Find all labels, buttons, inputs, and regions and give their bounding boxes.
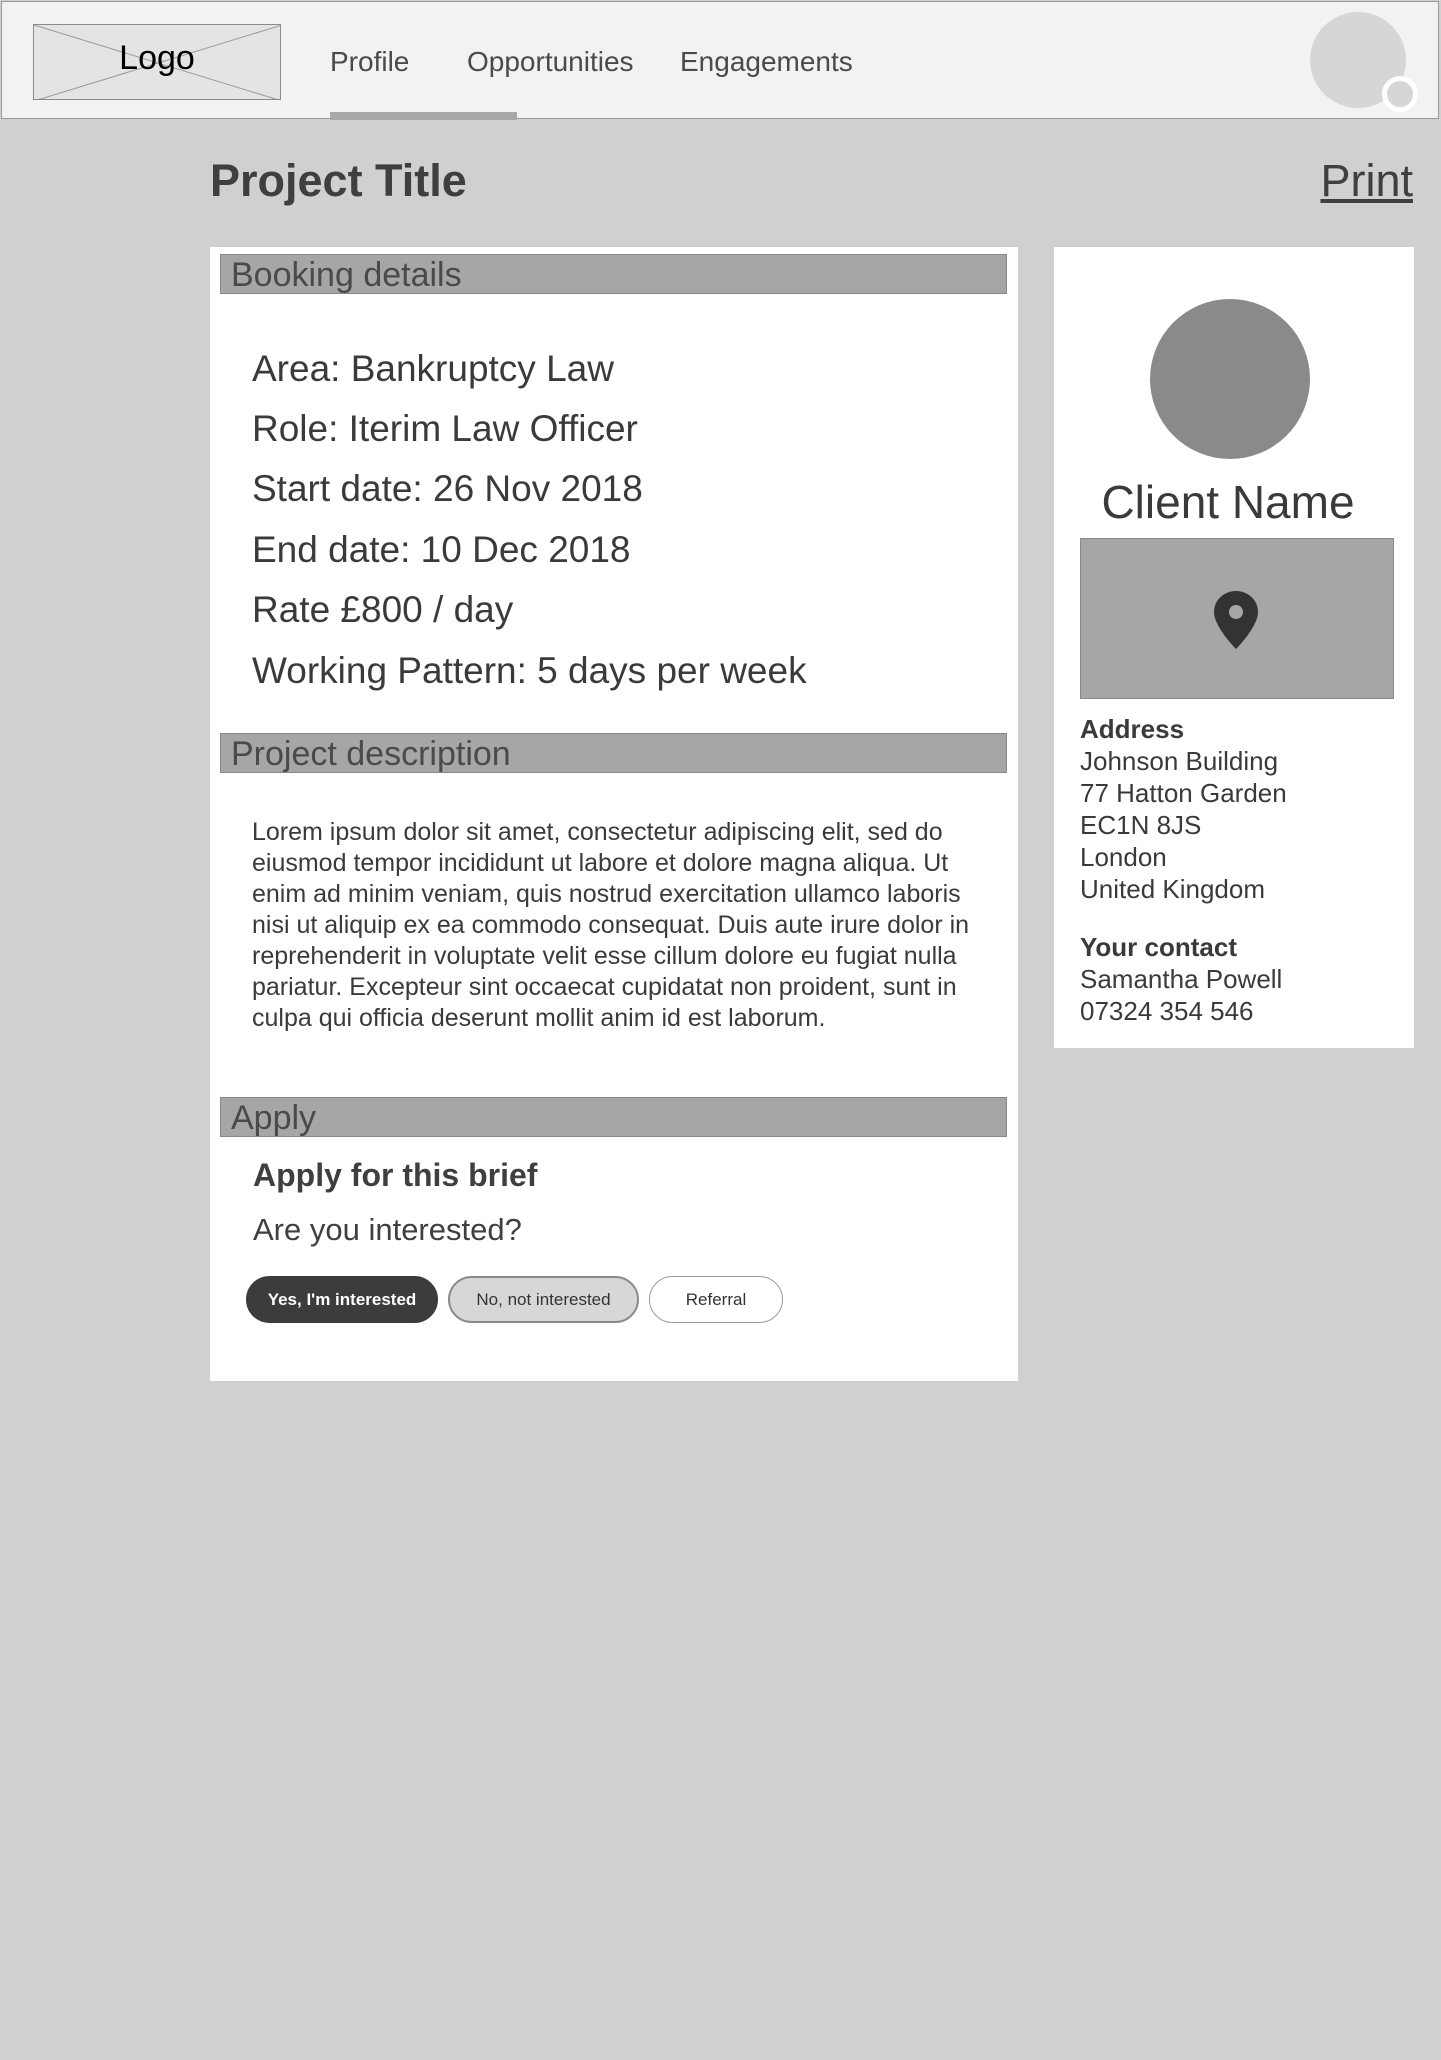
contact-phone[interactable]: 07324 354 546	[1080, 996, 1254, 1026]
logo-label: Logo	[119, 39, 195, 77]
project-description-text: Lorem ipsum dolor sit amet, consectetur adipiscing elit, sed do eiusmod tempor incididunt ut labore et dolore magna aliqua. Ut enim ad minim veniam, quis nostrud exercitation ullamco laboris nisi ut aliquip ex ea commodo consequat. Duis aute irure dolor in reprehenderit in voluptate velit esse cillum dolore eu fugiat nulla pariatur. Excepteur sint occaecat cupidatat non proident, sunt in culpa qui officia deserunt mollit anim id est laborum.	[252, 818, 970, 1032]
referral-button[interactable]: Referral	[649, 1276, 783, 1323]
apply-header: Apply	[220, 1097, 1007, 1137]
client-photo	[1150, 299, 1310, 459]
booking-start-date: Start date: 26 Nov 2018	[252, 468, 643, 509]
address-line: London	[1080, 842, 1167, 872]
apply-question: Are you interested?	[253, 1212, 522, 1247]
tab-profile[interactable]: Profile	[330, 46, 410, 77]
tab-opportunities[interactable]: Opportunities	[467, 46, 634, 77]
logo[interactable]	[33, 24, 281, 100]
booking-area: Area: Bankruptcy Law	[252, 348, 614, 389]
client-map[interactable]	[1080, 538, 1394, 699]
map-pin-icon	[1214, 591, 1258, 649]
avatar-status-icon	[1382, 76, 1418, 112]
active-tab-indicator	[330, 112, 517, 120]
booking-role: Role: Iterim Law Officer	[252, 408, 638, 449]
top-navigation-bar	[1, 1, 1439, 119]
tab-engagements[interactable]: Engagements	[680, 46, 853, 77]
address-line: EC1N 8JS	[1080, 810, 1202, 840]
interested-button[interactable]: Yes, I'm interested	[246, 1276, 438, 1323]
contact-name: Samantha Powell	[1080, 964, 1283, 994]
booking-details-header: Booking details	[220, 254, 1007, 294]
apply-title: Apply for this brief	[253, 1157, 538, 1193]
print-link[interactable]: Print	[1320, 155, 1413, 206]
booking-end-date: End date: 10 Dec 2018	[252, 529, 631, 570]
project-description-header: Project description	[220, 733, 1007, 773]
address-line: 77 Hatton Garden	[1080, 778, 1287, 808]
client-panel	[1054, 247, 1414, 1048]
page-title: Project Title	[210, 155, 467, 206]
not-interested-button[interactable]: No, not interested	[448, 1276, 639, 1323]
address-label: Address	[1080, 714, 1185, 744]
contact-label: Your contact	[1080, 932, 1237, 962]
booking-rate: Rate £800 / day	[252, 589, 514, 630]
booking-working-pattern: Working Pattern: 5 days per week	[252, 650, 807, 691]
client-name: Client Name	[1101, 476, 1355, 528]
address-line: Johnson Building	[1080, 746, 1279, 776]
address-line: United Kingdom	[1080, 874, 1265, 904]
project-details-panel	[210, 247, 1018, 1381]
